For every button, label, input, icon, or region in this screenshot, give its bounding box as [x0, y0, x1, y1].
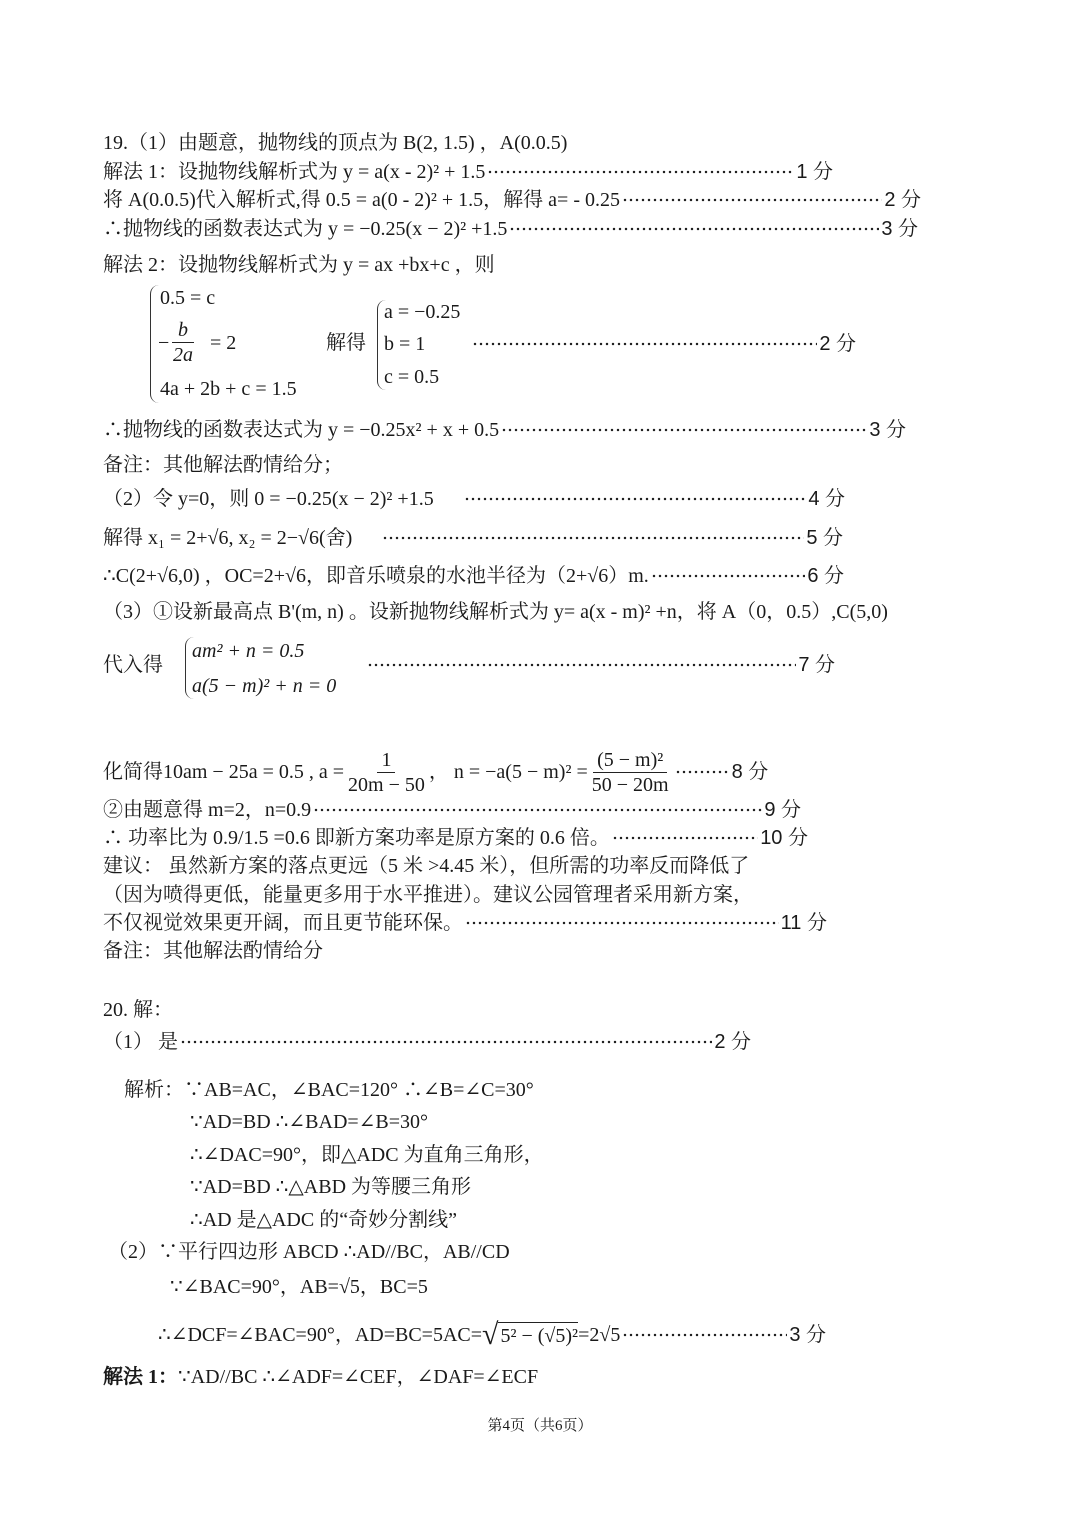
q20-calc-line	[158, 1318, 826, 1351]
q19-line	[103, 563, 844, 589]
q19-line	[103, 187, 921, 213]
dot-leader	[180, 1040, 712, 1044]
q19-line	[103, 910, 827, 936]
q19-line	[103, 216, 918, 242]
equation: 4a + 2b + c = 1.5	[160, 378, 297, 400]
line-text: ∴抛物线的函数表达式为 y = −0.25(x − 2)² +1.5	[103, 218, 508, 240]
simplify-line	[103, 742, 768, 802]
q19-line	[103, 525, 843, 551]
score: 9 分	[764, 799, 801, 821]
dot-leader	[487, 170, 794, 174]
analysis-line: 解析：∵AB=AC，∠BAC=120° ∴∠B=∠C=30°	[124, 1079, 534, 1101]
denominator: 2a	[173, 344, 193, 366]
line-text: 解得 x₁ = 2+√6, x₂ = 2−√6(舍)	[103, 527, 353, 549]
q19-line	[103, 486, 845, 512]
score: 7 分	[798, 654, 835, 676]
page-footer: 第4页（共6页）	[487, 1418, 593, 1434]
solve-label: 解得	[326, 332, 366, 354]
q19-line	[103, 417, 906, 443]
equation: a(5 − m)² + n = 0	[192, 675, 337, 697]
equation: = 2	[210, 332, 237, 354]
fraction	[592, 748, 669, 797]
score: 3 分	[789, 1324, 826, 1346]
q20-line	[103, 1029, 751, 1055]
analysis-line: ∴AD 是△ADC 的“奇妙分割线”	[190, 1209, 457, 1231]
part3-intro: （3）①设新最高点 B'(m, n) 。设新抛物线解析式为 y= a(x - m)² +n，将 A（0，0.5）,C(5,0)	[103, 601, 888, 623]
line-text: （1） 是	[103, 1031, 178, 1053]
dot-leader	[382, 536, 804, 540]
dot-leader	[501, 428, 867, 432]
method1-label: 解法 1：	[103, 1366, 178, 1388]
radical-sign: √	[482, 1318, 499, 1351]
radicand: 5² − (√5)²	[498, 1322, 578, 1349]
note: 备注：其他解法酌情给分；	[103, 454, 343, 476]
score: 3 分	[881, 218, 918, 240]
q19-line	[103, 159, 833, 185]
fraction	[172, 318, 194, 367]
score: 4 分	[808, 488, 845, 510]
simplify-mid: ， n = −a(5 − m)² =	[428, 761, 588, 783]
substitute-label: 代入得	[103, 654, 163, 676]
line-text: 将 A(0.0.5)代入解析式,得 0.5 = a(0 - 2)² + 1.5，解得 a= - 0.25	[103, 189, 620, 211]
dot-leader	[622, 1333, 787, 1337]
dot-leader	[367, 663, 796, 667]
score: 1 分	[796, 161, 833, 183]
equation: 0.5 = c	[160, 287, 216, 309]
calc-prefix: ∴∠DCF=∠BAC=90°，AD=BC=5AC=	[158, 1324, 483, 1346]
line-text: ∴抛物线的函数表达式为 y = −0.25x² + x + 0.5	[103, 419, 500, 441]
line-text: ②由题意得 m=2，n=0.9	[103, 799, 312, 821]
score: 2 分	[714, 1031, 751, 1053]
numerator: (5 − m)²	[593, 748, 667, 773]
numerator: b	[172, 318, 194, 343]
advice-text: 建议： 虽然新方案的落点更远（5 米 >4.45 米），但所需的功率反而降低了	[103, 855, 750, 877]
score: 10 分	[760, 827, 808, 849]
line-text: 解法 1：设抛物线解析式为 y = a(x - 2)² + 1.5	[103, 161, 486, 183]
method1-line	[103, 1364, 538, 1390]
dot-leader	[313, 808, 762, 812]
score-line	[470, 331, 856, 357]
dot-leader	[675, 770, 730, 774]
simplify-prefix: 化简得10am − 25a = 0.5 , a =	[103, 761, 345, 783]
dot-leader	[465, 921, 779, 925]
dot-leader	[472, 342, 817, 346]
part2-line: ∵∠BAC=90°，AB=√5，BC=5	[170, 1276, 428, 1298]
dot-leader	[622, 198, 882, 202]
analysis-line: ∴∠DAC=90°，即△ADC 为直角三角形，	[190, 1144, 544, 1166]
method1-text: ∵AD//BC ∴∠ADF=∠CEF，∠DAF=∠ECF	[178, 1366, 539, 1388]
score: 5 分	[806, 527, 843, 549]
advice-text: （因为喷得更低，能量更多用于水平推进）。建议公园管理者采用新方案，	[103, 884, 753, 906]
equation: am² + n = 0.5	[192, 640, 305, 662]
line-text: ∴C(2+√6,0) ，OC=2+√6，即音乐喷泉的水池半径为（2+√6）m.	[103, 565, 649, 587]
score: 8 分	[731, 761, 769, 783]
part2-line: （2）∵平行四边形 ABCD ∴AD//BC，AB//CD	[108, 1241, 510, 1263]
score: 11 分	[780, 912, 827, 934]
score: 3 分	[869, 419, 906, 441]
q19-intro: 19.（1）由题意，抛物线的顶点为 B(2, 1.5) ，A(0.0.5)	[103, 132, 568, 154]
score: 6 分	[807, 565, 844, 587]
denominator: 20m − 50	[348, 773, 425, 796]
q19-line	[103, 825, 808, 851]
method2-text: 解法 2：设抛物线解析式为 y = ax +bx+c ，则	[103, 254, 495, 276]
line-text: （2）令 y=0，则 0 = −0.25(x − 2)² +1.5	[103, 488, 434, 510]
score: 2 分	[819, 333, 856, 355]
q19-line	[103, 797, 801, 823]
dot-leader	[464, 497, 807, 501]
analysis-line: ∵AD=BD ∴△ABD 为等腰三角形	[190, 1176, 472, 1198]
solution: b = 1	[384, 333, 426, 355]
equation-sign: −	[158, 332, 170, 354]
numerator: 1	[377, 748, 395, 773]
denominator: 50 − 20m	[591, 773, 669, 796]
calc-suffix: =2√5	[578, 1324, 621, 1346]
dot-leader	[651, 574, 806, 578]
note: 备注：其他解法酌情给分	[103, 940, 323, 962]
score: 2 分	[884, 189, 921, 211]
dot-leader	[509, 227, 879, 231]
q20-title: 20. 解：	[103, 999, 173, 1021]
solution: c = 0.5	[384, 366, 440, 388]
score-line	[365, 652, 835, 678]
solution: a = −0.25	[384, 301, 461, 323]
line-text: 不仅视觉效果更开阔，而且更节能环保。	[103, 912, 463, 934]
dot-leader	[612, 836, 758, 840]
analysis-line: ∵AD=BD ∴∠BAD=∠B=30°	[190, 1111, 429, 1133]
line-text: ∴ 功率比为 0.9/1.5 =0.6 即新方案功率是原方案的 0.6 倍。	[103, 827, 610, 849]
fraction	[348, 748, 425, 797]
